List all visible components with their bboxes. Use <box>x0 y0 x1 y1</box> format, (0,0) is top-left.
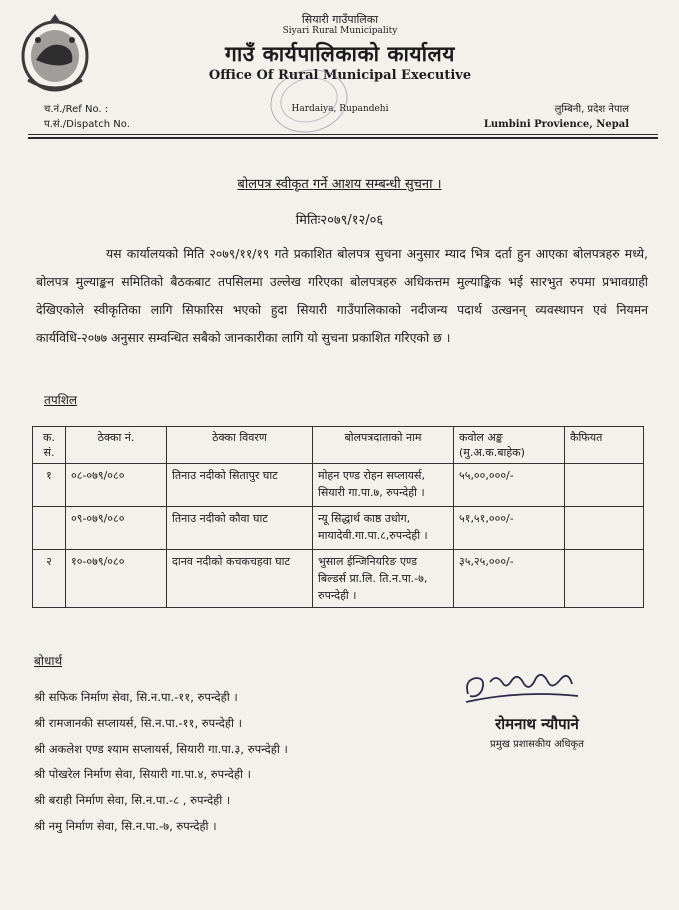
reference-block <box>44 102 130 132</box>
list-item: श्री सफिक निर्माण सेवा, सि.न.पा.-११, रुपन्देही । <box>34 690 238 704</box>
cell-contract-no: ०८-०७९/०८० <box>66 464 167 507</box>
office-address: Hardaiya, Rupandehi <box>291 104 389 114</box>
notice-date: मितिः२०७९/१२/०६ <box>295 213 384 228</box>
header-bidder: बोलपत्रदाताको नाम <box>313 427 454 464</box>
tapsil-label: तपशिल <box>44 393 78 407</box>
cell-amount: ३५,२५,०००/- <box>454 550 565 608</box>
cc-list <box>34 685 288 840</box>
cell-remarks <box>565 550 644 608</box>
municipality-name-nepali: सियारी गाउँपालिका <box>301 13 379 26</box>
header-divider <box>28 134 658 135</box>
table-row <box>33 550 644 608</box>
cell-bidder: न्यू सिद्धार्थ काष्ठ उधोग, मायादेवी.गा.पा.८,रुपन्देही । <box>313 507 454 550</box>
table-row <box>33 507 644 550</box>
signature-mark <box>460 660 590 708</box>
office-name-english: Office Of Rural Municipal Executive <box>208 68 472 83</box>
cc-label: बोधार्थ <box>34 654 63 668</box>
cell-sn <box>33 507 66 550</box>
cell-bidder: मोहन एण्ड रोहन सप्लायर्स, सियारी गा.पा.७, रुपन्देही । <box>313 464 454 507</box>
province-block <box>484 102 629 132</box>
signatory-title: प्रमुख प्रशासकीय अधिकृत <box>490 739 584 750</box>
list-item: श्री पोखरेल निर्माण सेवा, सियारी गा.पा.४, रुपन्देही । <box>34 767 251 782</box>
table-header-row <box>33 427 644 464</box>
ref-number: च.नं./Ref No. : <box>44 104 109 115</box>
bid-table <box>32 426 644 608</box>
list-item: श्री रामजानकी सप्लायर्स, सि.न.पा.-११, रुपन्देही । <box>34 715 242 730</box>
header-contract-no: ठेक्का नं. <box>66 427 167 464</box>
table-row <box>33 464 644 507</box>
cell-description: तिनाउ नदीको सितापुर घाट <box>167 464 313 507</box>
notice-body: यस कार्यालयको मिति २०७९/११/१९ गते प्रकाशित बोलपत्र सुचना अनुसार म्याद भित्र दर्ता हुन आएका बोलपत्रहरु मध्ये, बोलपत्र मुल्याङ्कन समितिको बैठकबाट तपसिलमा उल्लेख गरिएका बोलपत्रहरु अधिकत्तम मुल्याङ्किक भई सारभुत रुपमा प्रभावग्राही देखिएकोले स्वीकृतिका लागि सिफारिस भएको हुदा सियारी गाउँपालिकाको नदीजन्य पदार्थ उत्खनन् व्यवस्थापन एवं नियमन कार्यविधि-२०७७ अनुसार सम्वन्धित सबैको जानकारीका लागि यो सुचना प्रकाशित गरिएको छ । <box>36 246 648 345</box>
cell-description: दानव नदीको कचकचहवा घाट <box>167 550 313 608</box>
cell-amount: ५५,००,०००/- <box>454 464 565 507</box>
cell-sn: १ <box>33 464 66 507</box>
municipality-name-english: Siyari Rural Municipality <box>282 26 398 36</box>
cell-contract-no: १०-०७९/०८० <box>66 550 167 608</box>
province-english: Lumbini Provience, Nepal <box>483 119 629 130</box>
list-item: श्री अकलेश एण्ड श्याम सप्लायर्स, सियारी गा.पा.३, रुपन्देही । <box>34 741 288 756</box>
list-item: श्री बराही निर्माण सेवा, सि.न.पा.-८ , रुपन्देही । <box>34 793 231 808</box>
signatory-name: रोमनाथ न्यौपाने <box>495 715 579 733</box>
header-amount: कवोल अङ्क (मु.अ.क.बाहेक) <box>454 427 565 464</box>
notice-title: बोलपत्र स्वीकृत गर्ने आशय सम्बन्धी सुचना । <box>237 177 442 192</box>
header-remarks: कैफियत <box>565 427 644 464</box>
header-description: ठेक्का विवरण <box>167 427 313 464</box>
cell-sn: २ <box>33 550 66 608</box>
province-nepali: लुम्बिनी, प्रदेश नेपाल <box>554 104 629 115</box>
header-sn: क. सं. <box>33 427 66 464</box>
dispatch-number: प.सं./Dispatch No. <box>44 119 130 130</box>
cell-remarks <box>565 507 644 550</box>
header-divider-thick <box>28 137 658 139</box>
cell-contract-no: ०९-०७९/०८० <box>66 507 167 550</box>
cell-remarks <box>565 464 644 507</box>
cell-bidder: भुसाल ईन्जिनियरिङ एण्ड बिल्डर्स प्रा.लि. ति.न.पा.-७, रुपन्देही । <box>313 550 454 608</box>
list-item: श्री नमु निर्माण सेवा, सि.न.पा.-७, रुपन्देही । <box>34 818 217 833</box>
cell-amount: ५१,५१,०००/- <box>454 507 565 550</box>
cell-description: तिनाउ नदीको कौवा घाट <box>167 507 313 550</box>
nepal-emblem-icon <box>18 10 92 94</box>
office-name-nepali: गाउँ कार्यपालिकाको कार्यालय <box>225 42 455 66</box>
